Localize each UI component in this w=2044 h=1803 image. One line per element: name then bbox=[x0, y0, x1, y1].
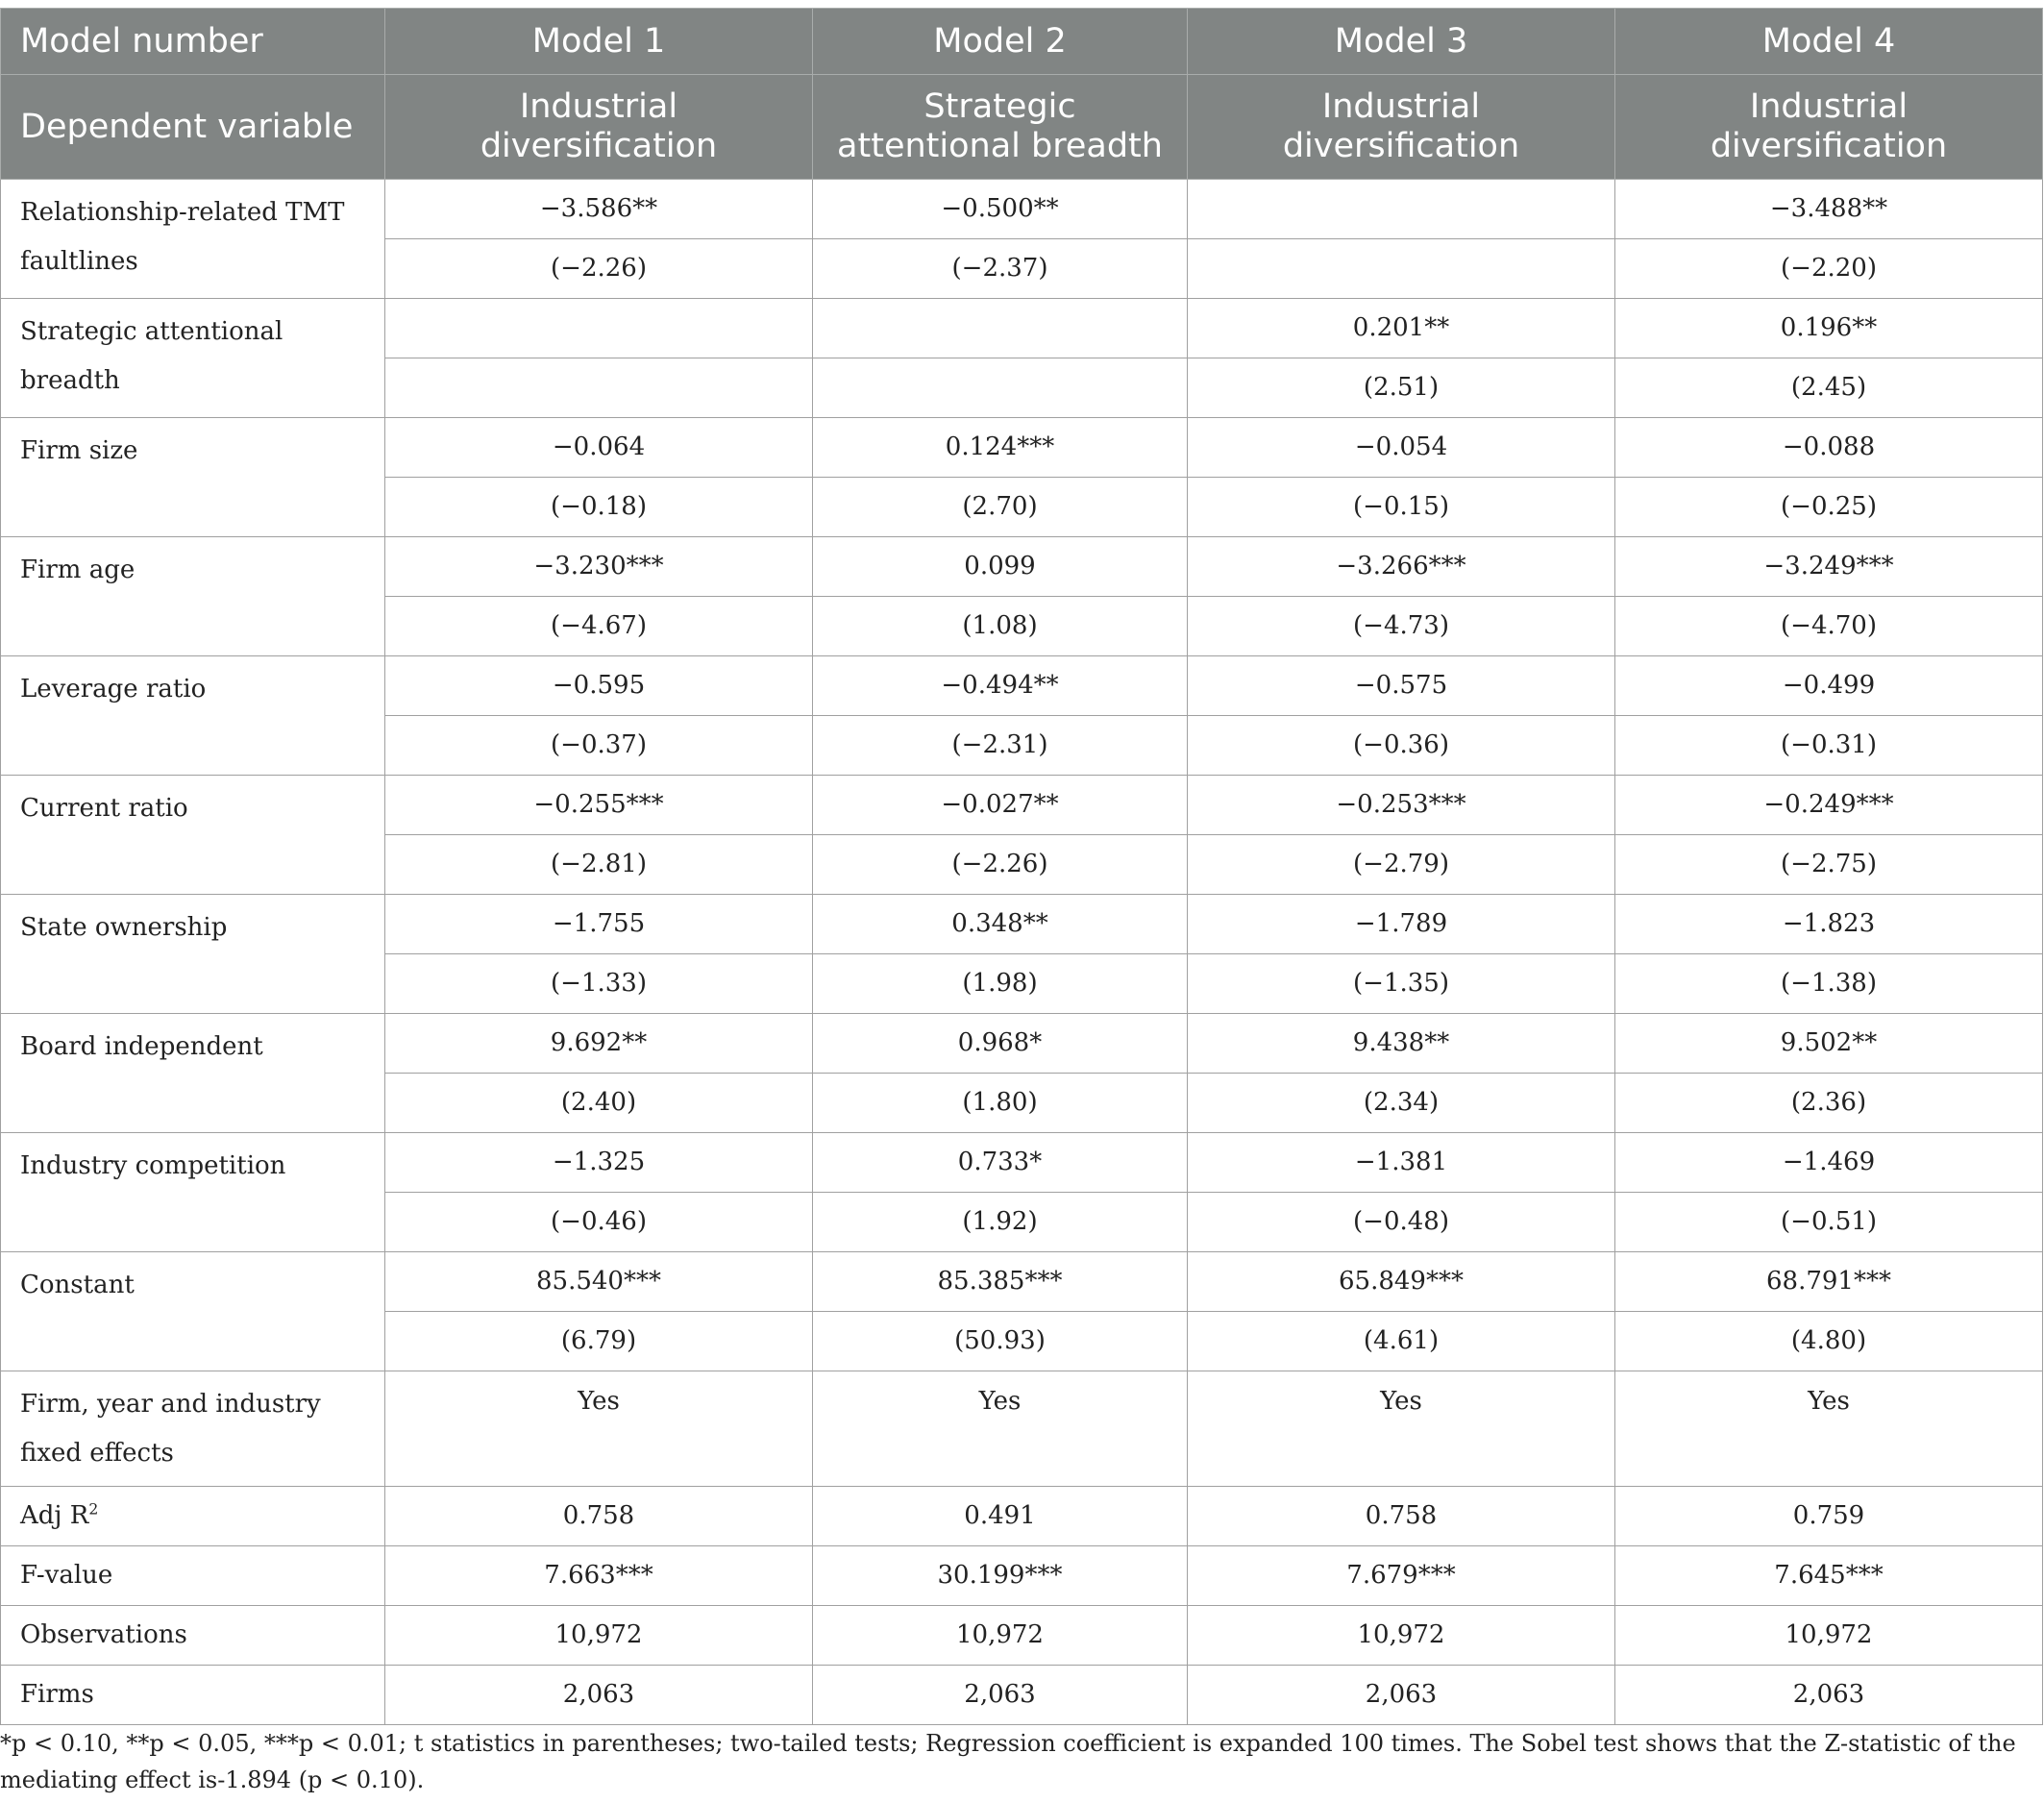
f-value-cell: 7.645*** bbox=[1615, 1546, 2043, 1606]
coefficient-cell: −0.253*** bbox=[1188, 776, 1615, 835]
header-model-4: Model 4 bbox=[1615, 9, 2043, 75]
row-label: Industry competition bbox=[1, 1133, 385, 1252]
table-row bbox=[1, 1014, 2043, 1074]
adj-r2-cell: 0.491 bbox=[813, 1487, 1188, 1546]
t-statistic-cell: (−1.33) bbox=[385, 954, 813, 1014]
coefficient-cell: −0.054 bbox=[1188, 418, 1615, 478]
row-label: Constant bbox=[1, 1252, 385, 1371]
coefficient-cell bbox=[813, 299, 1188, 358]
t-statistic-cell: (−0.18) bbox=[385, 478, 813, 537]
observations-cell: 10,972 bbox=[1188, 1606, 1615, 1666]
fixed-effects-cell: Yes bbox=[813, 1371, 1188, 1487]
row-label: Strategic attentional breadth bbox=[1, 299, 385, 418]
coefficient-cell: −0.595 bbox=[385, 656, 813, 716]
t-statistic-cell bbox=[1188, 239, 1615, 299]
t-statistic-cell: (1.92) bbox=[813, 1193, 1188, 1252]
header-dv-2: Strategic attentional breadth bbox=[813, 75, 1188, 180]
observations-cell: 10,972 bbox=[1615, 1606, 2043, 1666]
adj-r2-label-text: Adj R bbox=[20, 1501, 89, 1530]
firms-cell: 2,063 bbox=[1188, 1666, 1615, 1725]
coefficient-cell: 68.791*** bbox=[1615, 1252, 2043, 1312]
f-value-cell: 7.679*** bbox=[1188, 1546, 1615, 1606]
f-value-cell: 30.199*** bbox=[813, 1546, 1188, 1606]
firms-cell: 2,063 bbox=[385, 1666, 813, 1725]
table-row bbox=[1, 299, 2043, 358]
coefficient-cell: −3.488** bbox=[1615, 180, 2043, 239]
t-statistic-cell: (−2.37) bbox=[813, 239, 1188, 299]
t-statistic-cell: (2.40) bbox=[385, 1074, 813, 1133]
t-statistic-cell: (−0.15) bbox=[1188, 478, 1615, 537]
t-statistic-cell bbox=[813, 358, 1188, 418]
table-row bbox=[1, 895, 2043, 954]
t-statistic-cell: (2.34) bbox=[1188, 1074, 1615, 1133]
coefficient-cell: −0.255*** bbox=[385, 776, 813, 835]
t-statistic-cell: (2.36) bbox=[1615, 1074, 2043, 1133]
t-statistic-cell: (−0.37) bbox=[385, 716, 813, 776]
header-row-model-number bbox=[1, 9, 2043, 75]
t-statistic-cell: (1.08) bbox=[813, 597, 1188, 656]
table-row-adj-r2 bbox=[1, 1487, 2043, 1546]
t-statistic-cell: (−1.35) bbox=[1188, 954, 1615, 1014]
t-statistic-cell: (−2.26) bbox=[385, 239, 813, 299]
row-label: Leverage ratio bbox=[1, 656, 385, 776]
coefficient-cell: 9.438** bbox=[1188, 1014, 1615, 1074]
observations-cell: 10,972 bbox=[385, 1606, 813, 1666]
t-statistic-cell: (−2.31) bbox=[813, 716, 1188, 776]
table-body bbox=[1, 180, 2043, 1725]
coefficient-cell: −0.088 bbox=[1615, 418, 2043, 478]
table-row bbox=[1, 776, 2043, 835]
t-statistic-cell: (−2.79) bbox=[1188, 835, 1615, 895]
coefficient-cell: −1.381 bbox=[1188, 1133, 1615, 1193]
t-statistic-cell: (1.80) bbox=[813, 1074, 1188, 1133]
t-statistic-cell: (−0.36) bbox=[1188, 716, 1615, 776]
coefficient-cell: 0.099 bbox=[813, 537, 1188, 597]
coefficient-cell bbox=[1188, 180, 1615, 239]
coefficient-cell bbox=[385, 299, 813, 358]
t-statistic-cell: (−2.75) bbox=[1615, 835, 2043, 895]
table-header bbox=[1, 9, 2043, 180]
coefficient-cell: −1.325 bbox=[385, 1133, 813, 1193]
table-row-observations bbox=[1, 1606, 2043, 1666]
coefficient-cell: 9.692** bbox=[385, 1014, 813, 1074]
coefficient-cell: −3.586** bbox=[385, 180, 813, 239]
table-row bbox=[1, 656, 2043, 716]
row-label-firms: Firms bbox=[1, 1666, 385, 1725]
t-statistic-cell: (−2.81) bbox=[385, 835, 813, 895]
firms-cell: 2,063 bbox=[813, 1666, 1188, 1725]
footnote-text: *p < 0.10, **p < 0.05, ***p < 0.01; t statistics in parentheses; two-tailed tests; Regression coefficient is expanded 100 times. The Sobel test shows that the Z-statistic of the mediating effect is-1.894 (p < 0.10). bbox=[0, 1730, 2016, 1793]
coefficient-cell: −0.027** bbox=[813, 776, 1188, 835]
t-statistic-cell: (−4.70) bbox=[1615, 597, 2043, 656]
t-statistic-cell: (−0.48) bbox=[1188, 1193, 1615, 1252]
table-footnote bbox=[0, 1725, 2028, 1798]
t-statistic-cell: (4.61) bbox=[1188, 1312, 1615, 1371]
header-label-model-number: Model number bbox=[1, 9, 385, 75]
f-value-cell: 7.663*** bbox=[385, 1546, 813, 1606]
t-statistic-cell: (50.93) bbox=[813, 1312, 1188, 1371]
coefficient-cell: −0.500** bbox=[813, 180, 1188, 239]
coefficient-cell: −0.064 bbox=[385, 418, 813, 478]
coefficient-cell: −0.575 bbox=[1188, 656, 1615, 716]
coefficient-cell: 0.348** bbox=[813, 895, 1188, 954]
t-statistic-cell: (−0.25) bbox=[1615, 478, 2043, 537]
row-label-adj-r2 bbox=[1, 1487, 385, 1546]
t-statistic-cell: (4.80) bbox=[1615, 1312, 2043, 1371]
fixed-effects-cell: Yes bbox=[1188, 1371, 1615, 1487]
header-model-1: Model 1 bbox=[385, 9, 813, 75]
t-statistic-cell: (6.79) bbox=[385, 1312, 813, 1371]
header-dv-1: Industrial diversification bbox=[385, 75, 813, 180]
row-label: Relationship-related TMT faultlines bbox=[1, 180, 385, 299]
coefficient-cell: −1.823 bbox=[1615, 895, 2043, 954]
header-label-dependent-variable: Dependent variable bbox=[1, 75, 385, 180]
coefficient-cell: 0.201** bbox=[1188, 299, 1615, 358]
coefficient-cell: −1.755 bbox=[385, 895, 813, 954]
fixed-effects-cell: Yes bbox=[385, 1371, 813, 1487]
coefficient-cell: −1.469 bbox=[1615, 1133, 2043, 1193]
t-statistic-cell: (2.70) bbox=[813, 478, 1188, 537]
coefficient-cell: −1.789 bbox=[1188, 895, 1615, 954]
row-label: State ownership bbox=[1, 895, 385, 1014]
header-dv-3: Industrial diversification bbox=[1188, 75, 1615, 180]
coefficient-cell: 0.196** bbox=[1615, 299, 2043, 358]
table-row bbox=[1, 537, 2043, 597]
t-statistic-cell: (−2.26) bbox=[813, 835, 1188, 895]
adj-r2-cell: 0.758 bbox=[385, 1487, 813, 1546]
coefficient-cell: −0.494** bbox=[813, 656, 1188, 716]
adj-r2-superscript: 2 bbox=[88, 1500, 99, 1519]
header-model-2: Model 2 bbox=[813, 9, 1188, 75]
table-row bbox=[1, 1133, 2043, 1193]
t-statistic-cell: (1.98) bbox=[813, 954, 1188, 1014]
table-row bbox=[1, 418, 2043, 478]
t-statistic-cell: (−0.51) bbox=[1615, 1193, 2043, 1252]
row-label-observations: Observations bbox=[1, 1606, 385, 1666]
t-statistic-cell: (2.51) bbox=[1188, 358, 1615, 418]
t-statistic-cell: (−0.31) bbox=[1615, 716, 2043, 776]
coefficient-cell: 85.385*** bbox=[813, 1252, 1188, 1312]
coefficient-cell: −3.266*** bbox=[1188, 537, 1615, 597]
coefficient-cell: 65.849*** bbox=[1188, 1252, 1615, 1312]
regression-table bbox=[0, 8, 2043, 1725]
row-label: Firm age bbox=[1, 537, 385, 656]
t-statistic-cell: (−2.20) bbox=[1615, 239, 2043, 299]
coefficient-cell: −3.230*** bbox=[385, 537, 813, 597]
header-model-3: Model 3 bbox=[1188, 9, 1615, 75]
header-dv-4: Industrial diversification bbox=[1615, 75, 2043, 180]
fixed-effects-cell: Yes bbox=[1615, 1371, 2043, 1487]
table-row-firms bbox=[1, 1666, 2043, 1725]
table-row bbox=[1, 180, 2043, 239]
t-statistic-cell: (−4.67) bbox=[385, 597, 813, 656]
row-label: Firm size bbox=[1, 418, 385, 537]
coefficient-cell: −0.499 bbox=[1615, 656, 2043, 716]
row-label: Current ratio bbox=[1, 776, 385, 895]
coefficient-cell: 9.502** bbox=[1615, 1014, 2043, 1074]
coefficient-cell: −3.249*** bbox=[1615, 537, 2043, 597]
coefficient-cell: 0.124*** bbox=[813, 418, 1188, 478]
coefficient-cell: −0.249*** bbox=[1615, 776, 2043, 835]
header-row-dependent-variable bbox=[1, 75, 2043, 180]
t-statistic-cell: (−0.46) bbox=[385, 1193, 813, 1252]
t-statistic-cell: (2.45) bbox=[1615, 358, 2043, 418]
table-row-f-value bbox=[1, 1546, 2043, 1606]
table-row bbox=[1, 1252, 2043, 1312]
t-statistic-cell: (−4.73) bbox=[1188, 597, 1615, 656]
t-statistic-cell bbox=[385, 358, 813, 418]
adj-r2-cell: 0.759 bbox=[1615, 1487, 2043, 1546]
row-label: Firm, year and industry fixed effects bbox=[1, 1371, 385, 1487]
firms-cell: 2,063 bbox=[1615, 1666, 2043, 1725]
coefficient-cell: 0.968* bbox=[813, 1014, 1188, 1074]
coefficient-cell: 0.733* bbox=[813, 1133, 1188, 1193]
coefficient-cell: 85.540*** bbox=[385, 1252, 813, 1312]
observations-cell: 10,972 bbox=[813, 1606, 1188, 1666]
table-row-fixed-effects bbox=[1, 1371, 2043, 1487]
adj-r2-cell: 0.758 bbox=[1188, 1487, 1615, 1546]
row-label: Board independent bbox=[1, 1014, 385, 1133]
t-statistic-cell: (−1.38) bbox=[1615, 954, 2043, 1014]
row-label-f-value: F-value bbox=[1, 1546, 385, 1606]
